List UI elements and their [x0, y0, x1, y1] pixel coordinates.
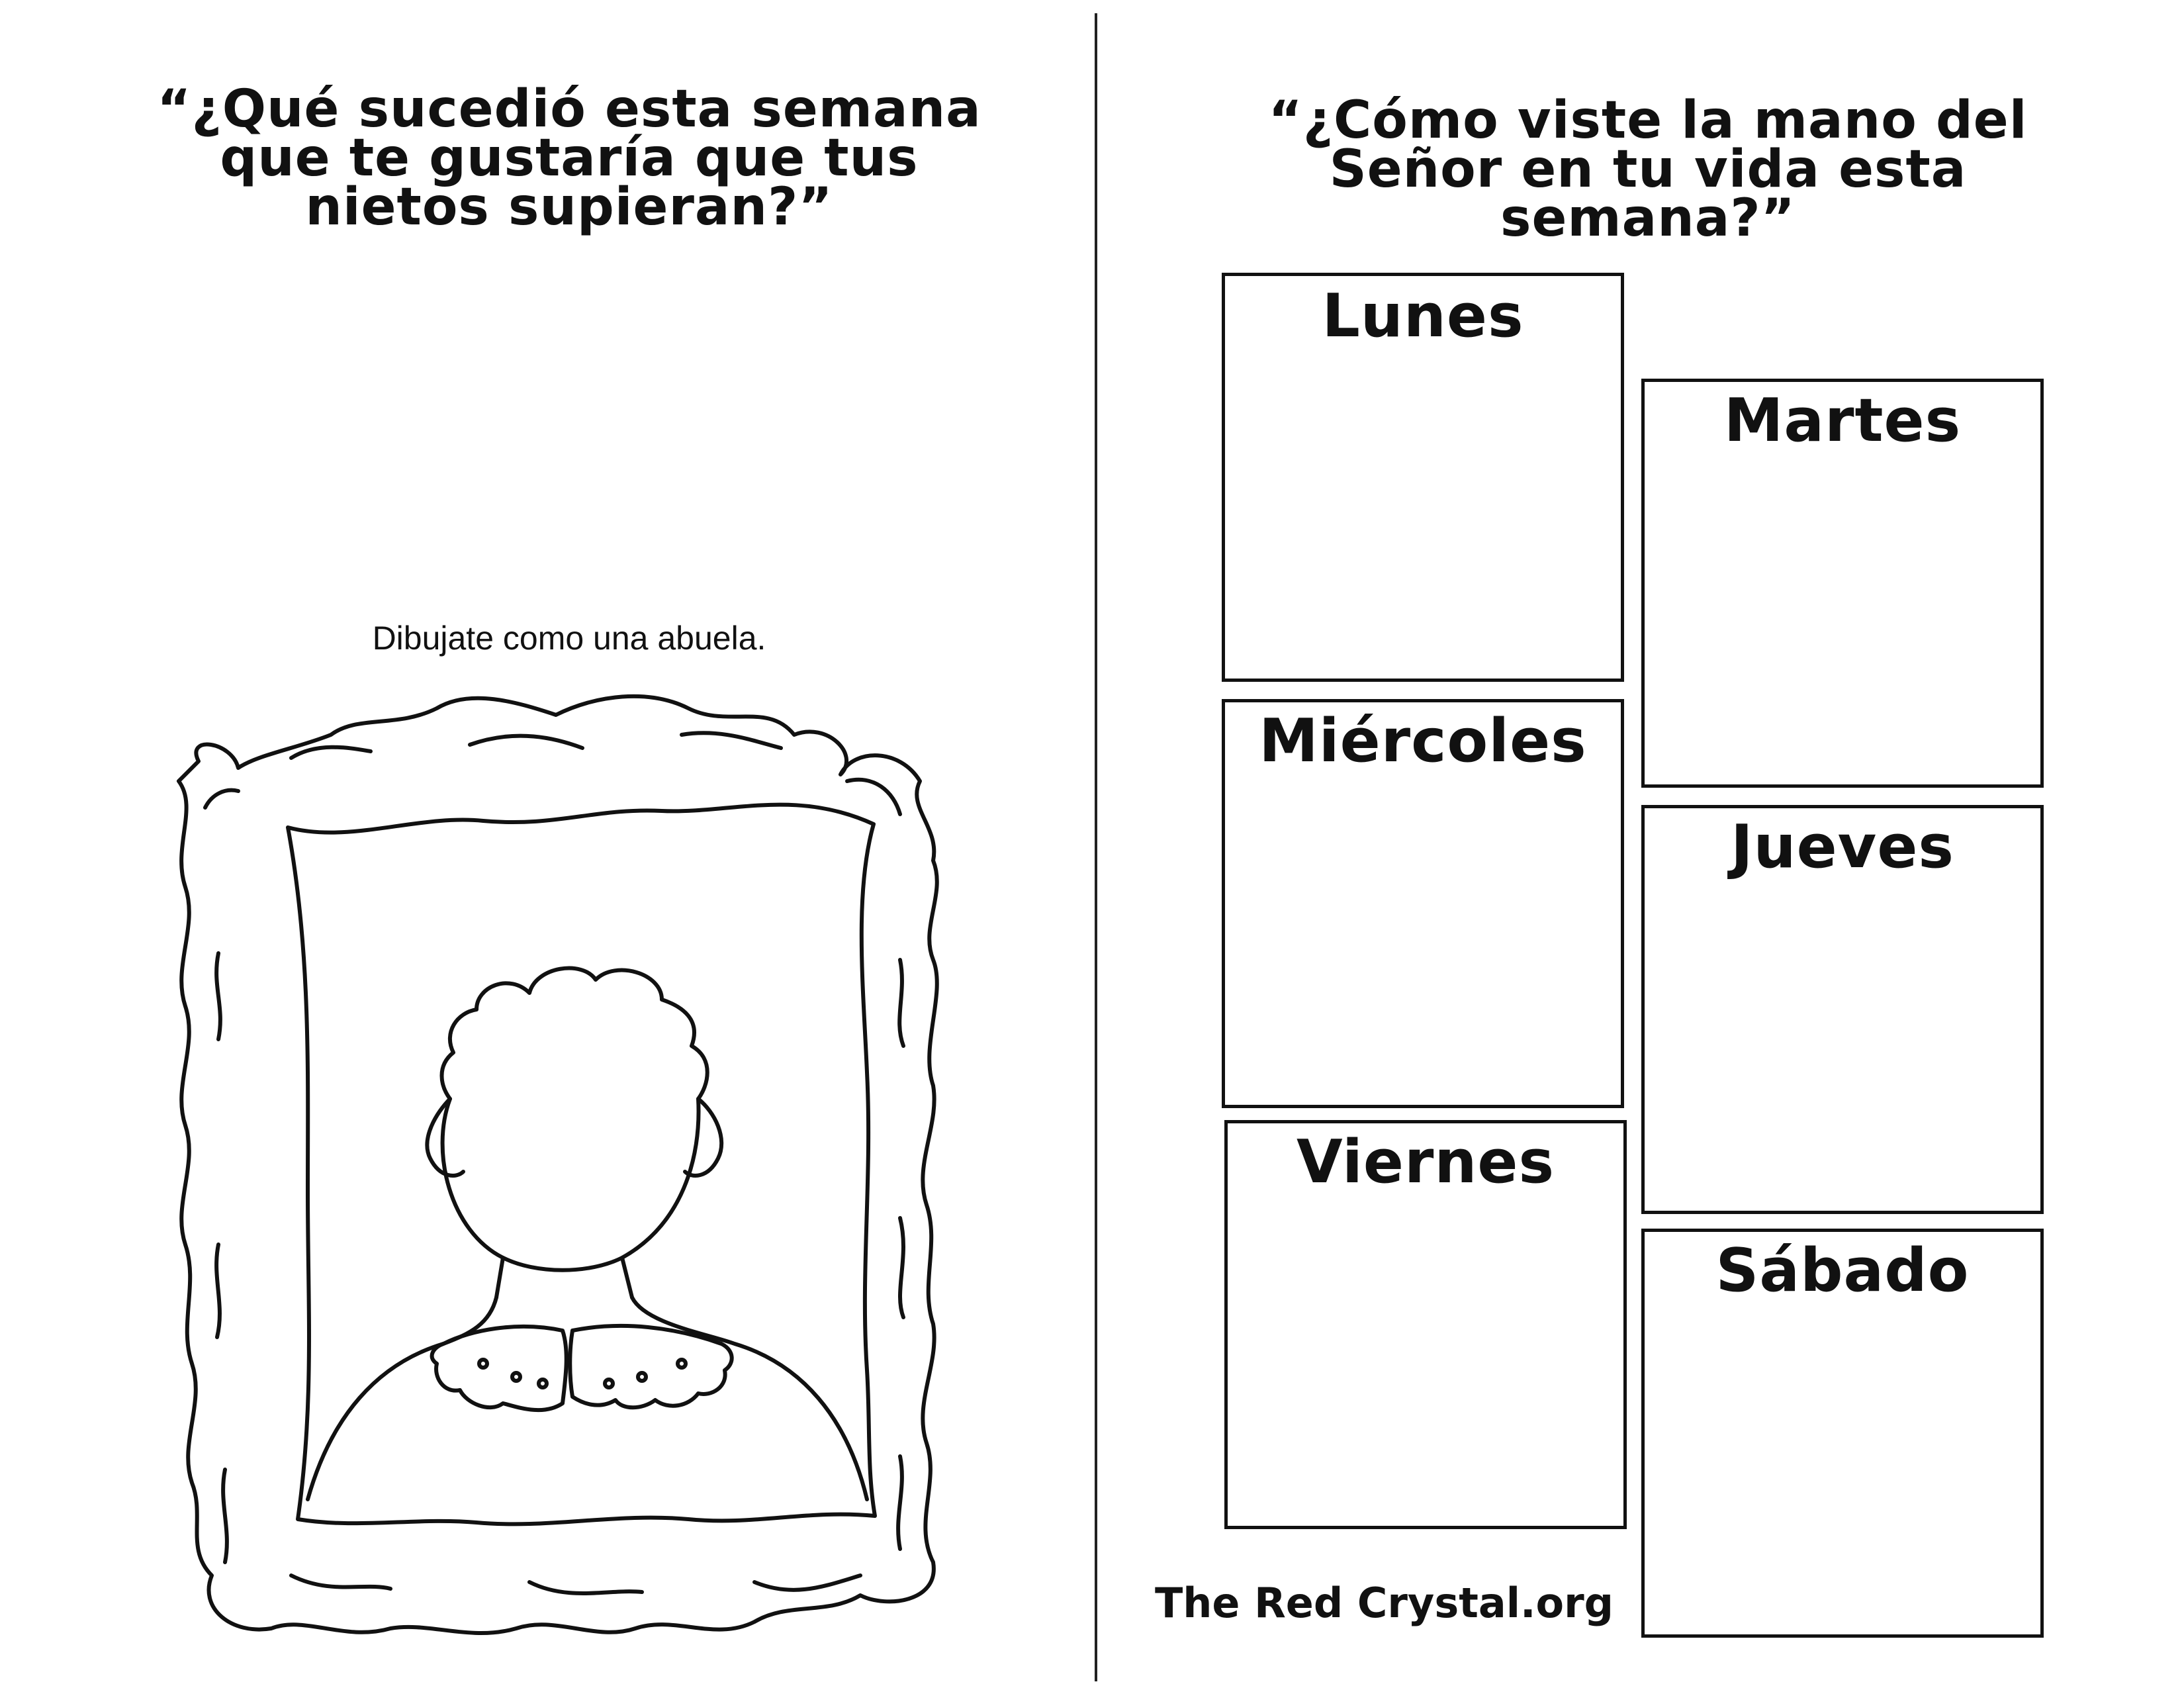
day-label-jueves: Jueves	[1731, 812, 1954, 882]
day-box-miercoles[interactable]	[1222, 699, 1624, 1108]
day-label-lunes: Lunes	[1322, 281, 1524, 351]
left-question-heading: “¿Qué sucedió esta semana que te gustaría que tus nietos supieran?”	[157, 79, 981, 237]
right-question-heading: “¿Cómo viste la mano del Señor en tu vida esta semana?”	[1268, 91, 2028, 248]
day-label-viernes: Viernes	[1296, 1127, 1555, 1197]
day-box-sabado[interactable]	[1641, 1229, 2044, 1638]
day-label-miercoles: Miércoles	[1259, 706, 1587, 776]
drawing-instruction: Dibujate como una abuela.	[372, 620, 766, 657]
day-label-sabado: Sábado	[1715, 1236, 1970, 1305]
center-divider	[1095, 13, 1097, 1681]
portrait-frame-icon	[159, 675, 1019, 1668]
day-box-martes[interactable]	[1641, 379, 2044, 788]
day-box-viernes[interactable]	[1224, 1120, 1627, 1529]
day-label-martes: Martes	[1723, 386, 1962, 455]
day-box-lunes[interactable]	[1222, 273, 1624, 682]
day-box-jueves[interactable]	[1641, 805, 2044, 1214]
footer-site-credit: The Red Crystal.org	[1155, 1579, 1614, 1627]
